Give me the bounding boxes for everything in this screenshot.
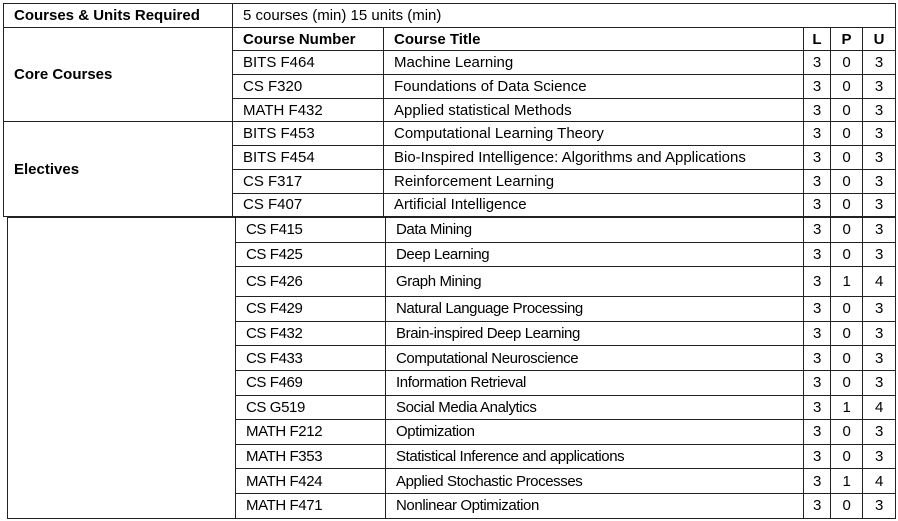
header-p: P bbox=[831, 27, 863, 51]
course-title: Applied statistical Methods bbox=[384, 98, 804, 122]
header-u: U bbox=[863, 27, 896, 51]
practical-units: 0 bbox=[831, 218, 863, 243]
lecture-units: 3 bbox=[804, 370, 831, 395]
course-title: Machine Learning bbox=[384, 51, 804, 75]
course-number: CS G519 bbox=[236, 395, 386, 420]
course-table-top bbox=[3, 3, 896, 217]
total-units: 3 bbox=[863, 346, 896, 371]
course-number: MATH F432 bbox=[233, 98, 384, 122]
course-title: Bio-Inspired Intelligence: Algorithms and Applications bbox=[384, 146, 804, 170]
practical-units: 1 bbox=[831, 395, 863, 420]
course-number: MATH F353 bbox=[236, 444, 386, 469]
lecture-units: 3 bbox=[804, 469, 831, 494]
total-units: 3 bbox=[863, 98, 896, 122]
practical-units: 0 bbox=[831, 444, 863, 469]
course-title: Graph Mining bbox=[386, 267, 804, 297]
course-number: CS F426 bbox=[236, 267, 386, 297]
practical-units: 0 bbox=[831, 420, 863, 445]
course-number: CS F320 bbox=[233, 75, 384, 99]
course-title: Social Media Analytics bbox=[386, 395, 804, 420]
lecture-units: 3 bbox=[804, 444, 831, 469]
practical-units: 0 bbox=[831, 122, 863, 146]
summary-label: Courses & Units Required bbox=[4, 4, 233, 28]
total-units: 3 bbox=[863, 169, 896, 193]
course-title: Optimization bbox=[386, 420, 804, 445]
summary-row bbox=[4, 4, 896, 28]
course-number: CS F432 bbox=[236, 321, 386, 346]
lecture-units: 3 bbox=[804, 169, 831, 193]
total-units: 4 bbox=[863, 395, 896, 420]
course-title: Data Mining bbox=[386, 218, 804, 243]
lecture-units: 3 bbox=[804, 75, 831, 99]
group-label bbox=[8, 218, 236, 519]
course-number: CS F425 bbox=[236, 242, 386, 267]
course-number: MATH F212 bbox=[236, 420, 386, 445]
course-title: Deep Learning bbox=[386, 242, 804, 267]
course-number: CS F433 bbox=[236, 346, 386, 371]
header-l: L bbox=[804, 27, 831, 51]
lecture-units: 3 bbox=[804, 321, 831, 346]
course-number: CS F415 bbox=[236, 218, 386, 243]
course-number: CS F407 bbox=[233, 193, 384, 217]
practical-units: 0 bbox=[831, 493, 863, 518]
practical-units: 0 bbox=[831, 321, 863, 346]
course-title: Foundations of Data Science bbox=[384, 75, 804, 99]
practical-units: 0 bbox=[831, 346, 863, 371]
course-title: Artificial Intelligence bbox=[384, 193, 804, 217]
course-number: CS F469 bbox=[236, 370, 386, 395]
lecture-units: 3 bbox=[804, 346, 831, 371]
summary-value: 5 courses (min) 15 units (min) bbox=[233, 4, 896, 28]
total-units: 3 bbox=[863, 242, 896, 267]
total-units: 3 bbox=[863, 321, 896, 346]
total-units: 3 bbox=[863, 75, 896, 99]
course-title: Computational Neuroscience bbox=[386, 346, 804, 371]
total-units: 3 bbox=[863, 51, 896, 75]
course-title: Applied Stochastic Processes bbox=[386, 469, 804, 494]
course-title: Reinforcement Learning bbox=[384, 169, 804, 193]
lecture-units: 3 bbox=[804, 420, 831, 445]
course-table-bottom bbox=[7, 217, 896, 519]
total-units: 3 bbox=[863, 370, 896, 395]
course-number: CS F429 bbox=[236, 297, 386, 322]
lecture-units: 3 bbox=[804, 146, 831, 170]
lecture-units: 3 bbox=[804, 193, 831, 217]
total-units: 3 bbox=[863, 444, 896, 469]
course-title: Information Retrieval bbox=[386, 370, 804, 395]
practical-units: 0 bbox=[831, 146, 863, 170]
course-title: Brain-inspired Deep Learning bbox=[386, 321, 804, 346]
course-number: BITS F454 bbox=[233, 146, 384, 170]
lecture-units: 3 bbox=[804, 297, 831, 322]
course-number: BITS F464 bbox=[233, 51, 384, 75]
lecture-units: 3 bbox=[804, 98, 831, 122]
course-title: Statistical Inference and applications bbox=[386, 444, 804, 469]
total-units: 4 bbox=[863, 267, 896, 297]
practical-units: 0 bbox=[831, 242, 863, 267]
practical-units: 0 bbox=[831, 193, 863, 217]
header-course-number: Course Number bbox=[233, 27, 384, 51]
course-title: Nonlinear Optimization bbox=[386, 493, 804, 518]
lecture-units: 3 bbox=[804, 493, 831, 518]
course-number: CS F317 bbox=[233, 169, 384, 193]
total-units: 3 bbox=[863, 420, 896, 445]
total-units: 3 bbox=[863, 297, 896, 322]
practical-units: 0 bbox=[831, 51, 863, 75]
lecture-units: 3 bbox=[804, 51, 831, 75]
course-title: Computational Learning Theory bbox=[384, 122, 804, 146]
practical-units: 1 bbox=[831, 469, 863, 494]
course-number: MATH F471 bbox=[236, 493, 386, 518]
total-units: 3 bbox=[863, 122, 896, 146]
total-units: 3 bbox=[863, 218, 896, 243]
total-units: 3 bbox=[863, 493, 896, 518]
course-number: MATH F424 bbox=[236, 469, 386, 494]
course-number: BITS F453 bbox=[233, 122, 384, 146]
header-course-title: Course Title bbox=[384, 27, 804, 51]
lecture-units: 3 bbox=[804, 395, 831, 420]
lecture-units: 3 bbox=[804, 218, 831, 243]
lecture-units: 3 bbox=[804, 267, 831, 297]
total-units: 4 bbox=[863, 469, 896, 494]
practical-units: 0 bbox=[831, 370, 863, 395]
lecture-units: 3 bbox=[804, 122, 831, 146]
practical-units: 1 bbox=[831, 267, 863, 297]
header-row bbox=[4, 27, 896, 51]
practical-units: 0 bbox=[831, 297, 863, 322]
practical-units: 0 bbox=[831, 75, 863, 99]
course-row bbox=[8, 218, 896, 243]
total-units: 3 bbox=[863, 193, 896, 217]
practical-units: 0 bbox=[831, 169, 863, 193]
group-label: Electives bbox=[4, 122, 233, 217]
lecture-units: 3 bbox=[804, 242, 831, 267]
course-row bbox=[4, 122, 896, 146]
practical-units: 0 bbox=[831, 98, 863, 122]
course-title: Natural Language Processing bbox=[386, 297, 804, 322]
total-units: 3 bbox=[863, 146, 896, 170]
group-label-core: Core Courses bbox=[4, 27, 233, 122]
